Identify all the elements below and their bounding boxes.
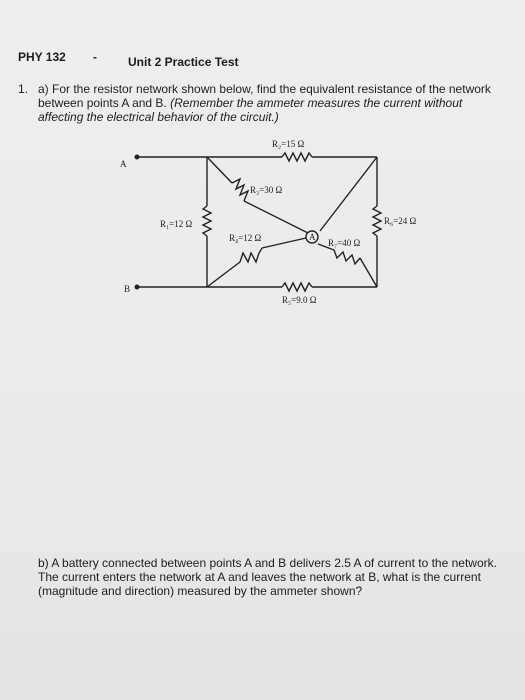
wire-r7-lower: [360, 258, 377, 287]
part-a-text: a) For the resistor network shown below, find the equivalent resistance of the network between points A and B.: [38, 82, 491, 110]
wire-r3-lower: [244, 201, 310, 234]
label-r7: R₇=40 Ω: [328, 238, 361, 248]
label-r2: R₂=15 Ω: [272, 139, 305, 149]
question-part-b: b) A battery connected between points A and B delivers 2.5 A of current to the network. The current enters the network at A and leaves the network at B, what is the current (magnitude and direction) measured by the ammeter shown?: [38, 556, 497, 598]
resistor-r4-zigzag: [240, 248, 262, 262]
resistor-r6-zigzag: [373, 206, 381, 236]
label-r6: R₆=24 Ω: [384, 216, 417, 226]
resistor-r3-zigzag: [232, 179, 248, 201]
wire-r3-upper: [207, 157, 232, 183]
wire-r7-upper: [320, 157, 377, 231]
label-r4: R₄=12 Ω: [229, 233, 262, 243]
terminal-b-label: B: [124, 284, 131, 294]
ammeter-label: A: [309, 232, 316, 242]
label-r5: R₅=9.0 Ω: [282, 295, 317, 305]
label-r1: R₁=12 Ω: [160, 219, 193, 229]
header-separator: -: [93, 50, 97, 64]
label-r3: R₃=30 Ω: [250, 185, 283, 195]
resistor-r2-zigzag: [282, 153, 312, 161]
resistor-r1-zigzag: [203, 206, 211, 236]
wire-r4-lower: [207, 262, 240, 287]
resistor-r5-zigzag: [282, 283, 312, 291]
wire-r4-upper: [262, 238, 306, 248]
course-code: PHY 132: [18, 50, 66, 64]
question-number: 1.: [18, 82, 29, 96]
terminal-b-dot: [135, 285, 140, 290]
terminal-a-dot: [135, 155, 140, 160]
part-a-note: (Remember the ammeter measures the current without affecting the electrical behavior of the circuit.): [38, 96, 463, 124]
terminal-a-label: A: [120, 159, 127, 169]
resistor-r7-zigzag: [334, 250, 360, 264]
test-title: Unit 2 Practice Test: [128, 55, 239, 69]
